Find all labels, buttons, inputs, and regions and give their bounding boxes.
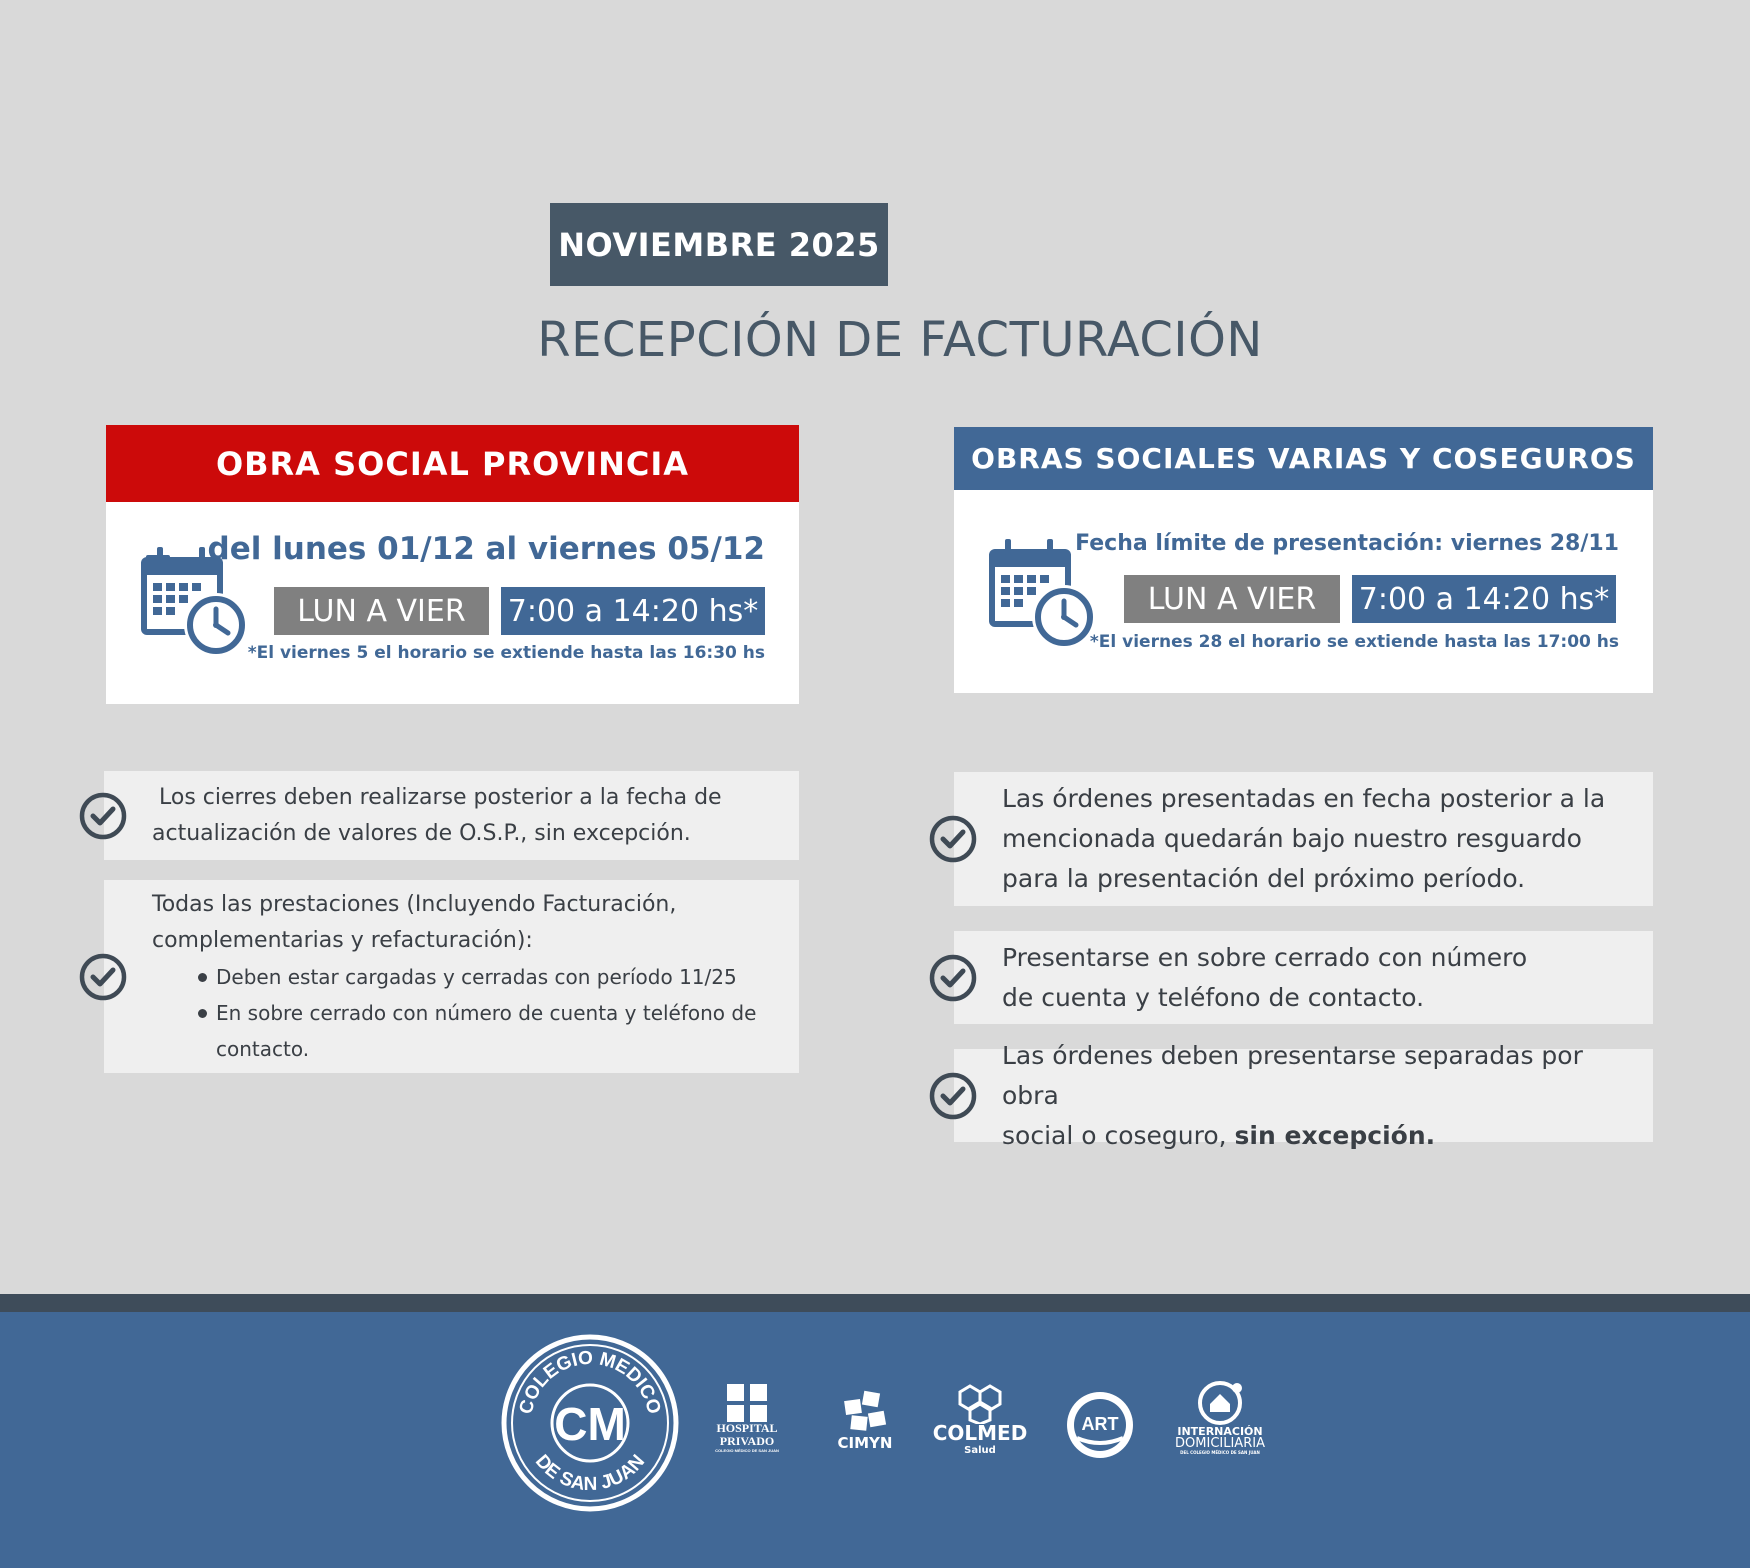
schedule-note: *El viernes 28 el horario se extiende hasta las 17:00 hs <box>1089 632 1619 652</box>
days-box: LUN A VIER <box>274 587 489 635</box>
panel-title: OBRA SOCIAL PROVINCIA <box>106 425 799 502</box>
schedule-note: *El viernes 5 el horario se extiende hasta las 16:30 hs <box>247 643 765 663</box>
colmed-logo <box>930 1384 1030 1460</box>
hours-box: 7:00 a 14:20 hs* <box>1352 575 1616 623</box>
info-text-line: actualización de valores de O.S.P., sin excepción. <box>152 820 691 846</box>
info-item <box>954 931 1653 1024</box>
logo-label: PRIVADO <box>719 1434 775 1448</box>
info-item <box>954 1040 1653 1150</box>
emphasis-text: sin excepción. <box>1234 1120 1436 1150</box>
cimyn-icon <box>841 1390 889 1434</box>
logo-label: DOMICILIARIA <box>1175 1436 1265 1451</box>
cimyn-logo <box>830 1390 900 1452</box>
deadline-date: Fecha límite de presentación: viernes 28/11 <box>1075 531 1619 556</box>
hospital-privado-logo <box>712 1384 782 1453</box>
info-text-line: Todas las prestaciones (Incluyendo Facturación, <box>152 891 677 917</box>
logo-label: CIMYN <box>837 1434 893 1452</box>
info-text-line <box>1002 1116 1641 1156</box>
bullet-item: Deben estar cargadas y cerradas con período 11/25 <box>198 959 787 995</box>
home-care-icon <box>1197 1380 1243 1426</box>
panel-title: OBRAS SOCIALES VARIAS Y COSEGUROS <box>954 427 1653 490</box>
info-text-line: Las órdenes deben presentarse separadas por obra <box>1002 1040 1583 1110</box>
check-circle-icon <box>928 1071 978 1121</box>
logo-caption: DEL COLEGIO MÉDICO DE SAN JUAN <box>1180 1450 1260 1455</box>
check-circle-icon <box>928 953 978 1003</box>
hospital-icon <box>727 1384 767 1422</box>
info-text-line: Los cierres deben realizarse posterior a la fecha de <box>152 784 722 810</box>
logo-label: INTERNACIÓN <box>1177 1425 1263 1438</box>
month-badge: NOVIEMBRE 2025 <box>550 203 888 286</box>
info-text-line: para la presentación del próximo período. <box>1002 864 1526 893</box>
info-item <box>104 771 799 860</box>
page-title: RECEPCIÓN DE FACTURACIÓN <box>537 312 1263 368</box>
obra-social-provincia-panel <box>106 425 799 704</box>
info-text-line: Presentarse en sobre cerrado con número <box>1002 942 1528 972</box>
logo-label: HOSPITAL <box>716 1421 778 1435</box>
info-text-line: complementarias y refacturación): <box>152 927 533 953</box>
check-circle-icon <box>928 814 978 864</box>
date-range: del lunes 01/12 al viernes 05/12 <box>207 531 765 567</box>
info-text-line: de cuenta y teléfono de contacto. <box>1002 982 1425 1012</box>
colegio-medico-logo <box>501 1334 679 1512</box>
bullet-item: En sobre cerrado con número de cuenta y teléfono de contacto. <box>198 995 787 1067</box>
logo-mark: CM <box>554 1398 626 1450</box>
logo-caption: COLEGIO MÉDICO DE SAN JUAN <box>715 1448 779 1453</box>
info-item <box>954 772 1653 906</box>
obras-sociales-varias-panel <box>954 427 1653 693</box>
logo-text-bottom: DE SAN JUAN <box>530 1451 650 1496</box>
info-text-line: Las órdenes presentadas en fecha posterior a la <box>1002 784 1606 813</box>
logo-sub: Salud <box>964 1445 996 1456</box>
hours-box: 7:00 a 14:20 hs* <box>501 587 765 635</box>
info-text-line: mencionada quedarán bajo nuestro resguardo <box>1002 824 1582 853</box>
footer-band <box>0 1294 1750 1312</box>
check-circle-icon <box>78 952 128 1002</box>
logo-text-top: COLEGIO MEDICO <box>515 1347 665 1417</box>
check-circle-icon <box>78 791 128 841</box>
logo-label: COLMED <box>932 1421 1028 1445</box>
days-box: LUN A VIER <box>1124 575 1340 623</box>
logo-label: ART <box>1081 1414 1119 1434</box>
info-item <box>104 880 799 1073</box>
internacion-domiciliaria-logo <box>1170 1380 1270 1455</box>
hexagon-icon <box>950 1384 1010 1424</box>
info-text: social o coseguro, <box>1002 1120 1235 1150</box>
bullet-list <box>152 959 787 1067</box>
art-logo <box>1065 1390 1135 1460</box>
